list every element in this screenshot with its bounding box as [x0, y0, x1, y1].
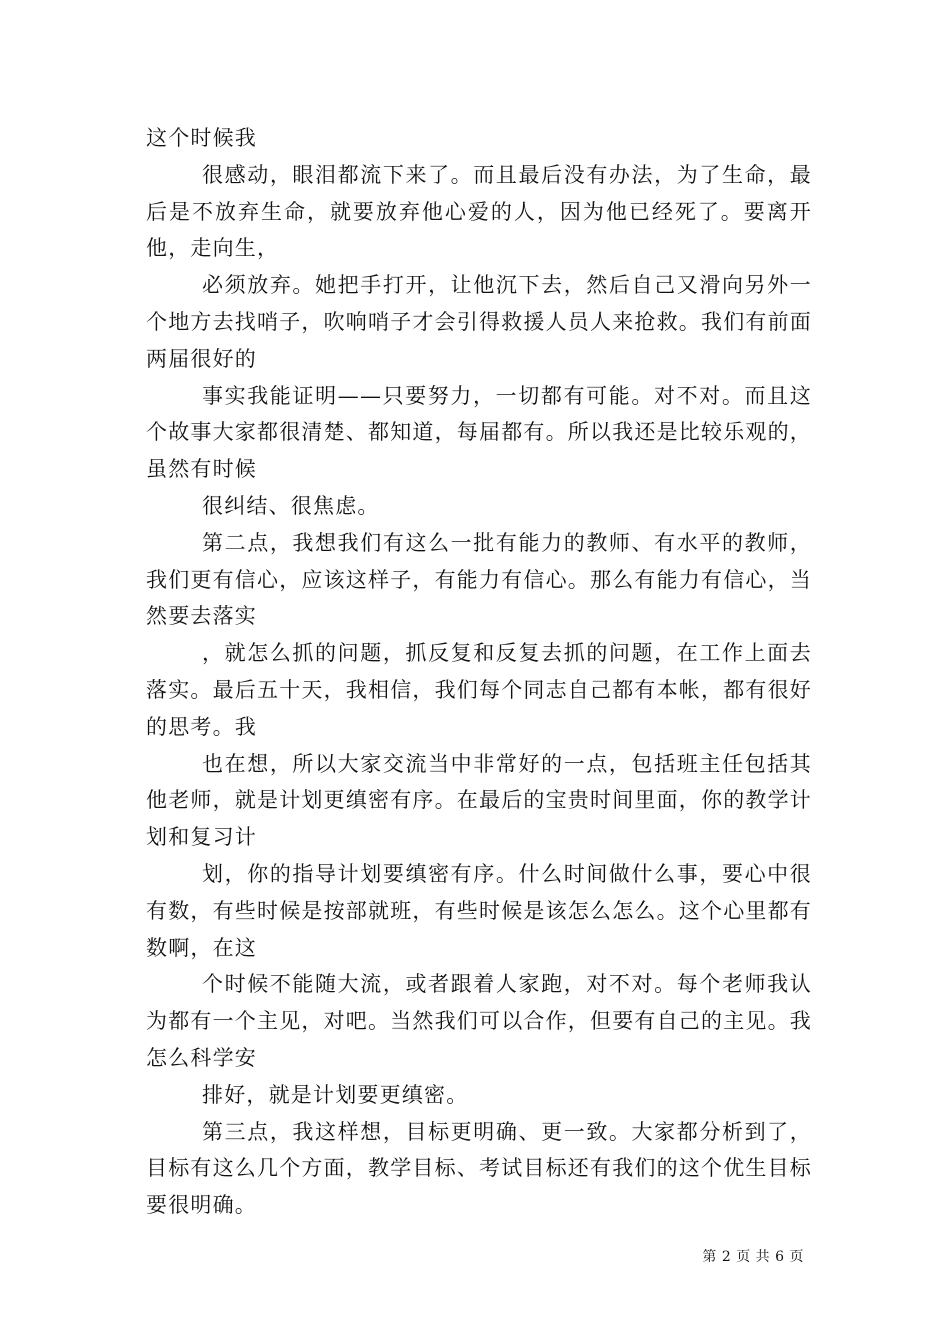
document-body: [146, 120, 812, 1224]
paragraph-10: 个时候不能随大流，或者跟着人家跑，对不对。每个老师我认为都有一个主见，对吧。当然我们可以合作，但要有自己的主见。我怎么科学安: [146, 972, 812, 1070]
paragraph-4: 事实我能证明——只要努力，一切都有可能。对不对。而且这个故事大家都很清楚、都知道，每届都有。所以我还是比较乐观的，虽然有时候: [146, 383, 812, 482]
page-number-footer: 第 2 页 共 6 页: [702, 1249, 804, 1265]
paragraph-1: 这个时候我: [146, 126, 257, 150]
paragraph-5: 很纠结、很焦虑。: [202, 493, 380, 518]
paragraph-12: 第三点，我这样想，目标更明确、更一致。大家都分析到了，目标有这么几个方面，教学目标、考试目标还有我们的这个优生目标要很明确。: [146, 1119, 812, 1218]
paragraph-6: 第二点，我想我们有这么一批有能力的教师、有水平的教师，我们更有信心，应该这样子，有能力有信心。那么有能力有信心，当然要去落实: [146, 530, 812, 629]
paragraph-3: 必须放弃。她把手打开，让他沉下去，然后自己又滑向另外一个地方去找哨子，吹响哨子才会引得救援人员人来抢救。我们有前面两届很好的: [146, 273, 812, 371]
paragraph-9: 划，你的指导计划要缜密有序。什么时间做什么事，要心中很有数，有些时候是按部就班，有些时候是该怎么怎么。这个心里都有数啊，在这: [146, 861, 812, 960]
paragraph-2: 很感动，眼泪都流下来了。而且最后没有办法，为了生命，最后是不放弃生命，就要放弃他心爱的人，因为他已经死了。要离开他，走向生，: [146, 162, 812, 261]
paragraph-7: ，就怎么抓的问题，抓反复和反复去抓的问题，在工作上面去落实。最后五十天，我相信，我们每个同志自己都有本帐，都有很好的思考。我: [146, 641, 812, 739]
paragraph-11: 排好，就是计划要更缜密。: [202, 1082, 469, 1107]
paragraph-8: 也在想，所以大家交流当中非常好的一点，包括班主任包括其他老师，就是计划更缜密有序。在最后的宝贵时间里面，你的教学计划和复习计: [146, 751, 812, 850]
